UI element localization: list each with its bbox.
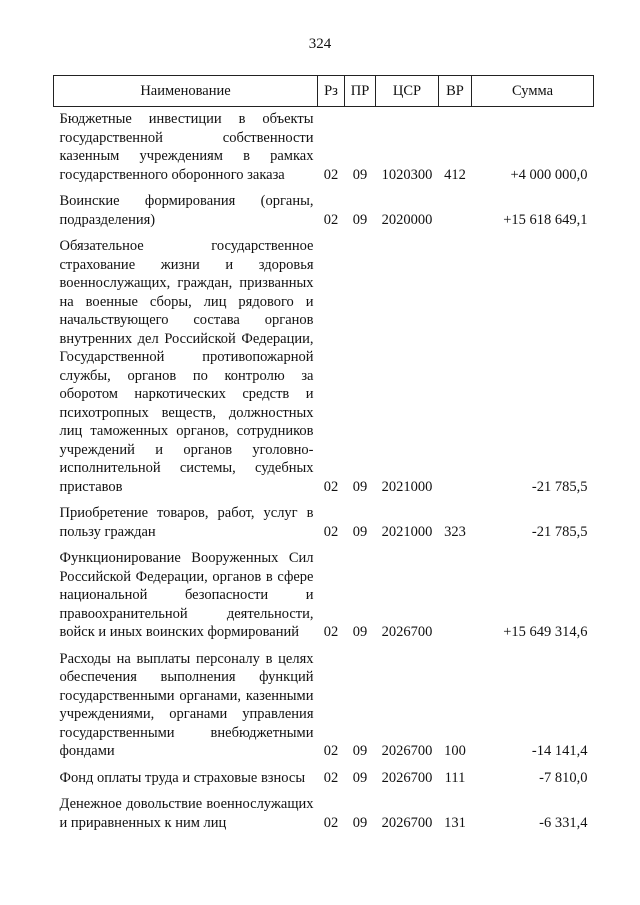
row-csr: 2020000 bbox=[381, 211, 433, 228]
row-sum: +4 000 000,0 bbox=[510, 166, 588, 183]
row-rz: 02 bbox=[323, 814, 339, 831]
row-name: Приобретение товаров, работ, услуг в пользу граждан bbox=[59, 505, 314, 540]
row-name: Функционирование Вооруженных Сил Российской Федерации, органов в сфере национальной безопасности и правоохранительной деятельности, войск и иных воинских формирований bbox=[59, 550, 314, 640]
table-row bbox=[54, 498, 594, 543]
row-pr: 09 bbox=[352, 523, 368, 540]
table-row bbox=[54, 543, 594, 644]
row-sum: -14 141,4 bbox=[531, 743, 588, 759]
table-row bbox=[54, 789, 594, 834]
table-row bbox=[54, 763, 594, 790]
row-vr bbox=[439, 231, 472, 498]
page-number: 324 bbox=[308, 36, 332, 52]
row-vr: 323 bbox=[444, 523, 466, 540]
row-pr: 09 bbox=[352, 769, 368, 786]
header-vr: ВР bbox=[439, 76, 472, 107]
header-name: Наименование bbox=[54, 76, 318, 107]
header-pr: ПР bbox=[345, 76, 376, 107]
row-sum: +15 649 314,6 bbox=[503, 624, 588, 640]
table-body bbox=[54, 107, 594, 835]
row-vr bbox=[439, 186, 472, 231]
row-rz: 02 bbox=[323, 211, 339, 228]
row-name: Воинские формирования (органы, подразделения) bbox=[59, 193, 314, 228]
row-rz: 02 bbox=[323, 769, 339, 786]
table-row bbox=[54, 107, 594, 187]
header-rz: Рз bbox=[318, 76, 345, 107]
row-vr: 412 bbox=[444, 166, 466, 183]
row-sum: -6 331,4 bbox=[539, 814, 588, 831]
row-csr: 2026700 bbox=[381, 814, 433, 831]
row-pr: 09 bbox=[352, 814, 368, 831]
table-row bbox=[54, 644, 594, 763]
row-vr bbox=[439, 543, 472, 644]
row-vr: 111 bbox=[444, 769, 466, 786]
row-name: Денежное довольствие военнослужащих и приравненных к ним лиц bbox=[59, 796, 314, 831]
row-rz: 02 bbox=[323, 166, 339, 183]
row-csr: 2021000 bbox=[381, 478, 433, 495]
row-sum: -21 785,5 bbox=[531, 478, 588, 495]
row-sum: -21 785,5 bbox=[531, 523, 588, 540]
table-row bbox=[54, 231, 594, 498]
row-csr: 2021000 bbox=[381, 523, 433, 540]
row-pr: 09 bbox=[352, 624, 368, 640]
row-rz: 02 bbox=[323, 624, 339, 640]
row-name: Расходы на выплаты персоналу в целях обеспечения выполнения функций государственными органами, казенными учреждениями, органами управления государственными внебюджетными фондами bbox=[59, 650, 314, 759]
row-csr: 1020300 bbox=[381, 166, 433, 183]
row-name: Обязательное государственное страхование жизни и здоровья военнослужащих, граждан, призванных на военные сборы, лиц рядового и начальствующего состава органов внутренних дел Российской Федерации, Государственной противопожарной службы, органов по контролю за оборотом наркотических средств и психотропных веществ, должностных лиц таможенных органов, сотрудников учреждений и органов уголовно-исполнительной системы, судебных приставов bbox=[59, 238, 314, 495]
table-header bbox=[54, 76, 594, 107]
row-sum: -7 810,0 bbox=[539, 769, 588, 786]
row-rz: 02 bbox=[323, 743, 339, 759]
row-name: Бюджетные инвестиции в объекты государственной собственности казенным учреждениям в рамках государственного оборонного заказа bbox=[59, 111, 314, 183]
row-sum: +15 618 649,1 bbox=[503, 211, 588, 228]
row-vr: 100 bbox=[444, 743, 466, 759]
row-csr: 2026700 bbox=[381, 624, 433, 640]
table-row bbox=[54, 186, 594, 231]
header-csr: ЦСР bbox=[376, 76, 439, 107]
row-vr: 131 bbox=[444, 814, 466, 831]
row-pr: 09 bbox=[352, 211, 368, 228]
row-csr: 2026700 bbox=[381, 769, 433, 786]
row-pr: 09 bbox=[352, 743, 368, 759]
row-rz: 02 bbox=[323, 523, 339, 540]
header-sum: Сумма bbox=[472, 76, 594, 107]
budget-table bbox=[53, 75, 594, 834]
row-pr: 09 bbox=[352, 166, 368, 183]
row-pr: 09 bbox=[352, 478, 368, 495]
row-csr: 2026700 bbox=[381, 743, 433, 759]
row-name: Фонд оплаты труда и страховые взносы bbox=[59, 769, 306, 786]
row-rz: 02 bbox=[323, 478, 339, 495]
